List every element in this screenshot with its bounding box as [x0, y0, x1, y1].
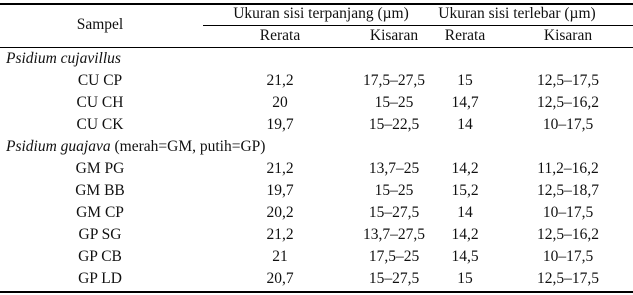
cell-sample: GP LD [78, 270, 122, 287]
cell-long-range: 13,7–25 [368, 160, 420, 177]
cell-long-mean: 21,2 [266, 72, 294, 89]
cell-long-mean: 19,7 [266, 182, 294, 199]
cell-sample: CU CP [77, 72, 123, 89]
cell-long-mean: 20,7 [266, 270, 294, 287]
cell-sample: GM CP [76, 204, 124, 221]
cell-long-range: 13,7–27,5 [363, 226, 425, 243]
cell-wide-range: 11,2–16,2 [537, 160, 599, 177]
cell-long-mean: 20 [272, 94, 288, 111]
cell-long-mean: 21 [272, 248, 288, 265]
cell-sample: CU CH [76, 94, 124, 111]
cell-wide-range: 10–17,5 [542, 116, 594, 133]
cell-wide-mean: 14,5 [451, 248, 479, 265]
cell-long-mean: 21,2 [266, 160, 294, 177]
cell-wide-range: 10–17,5 [542, 204, 594, 221]
cell-sample: GM PG [75, 160, 125, 177]
cell-wide-range: 12,5–16,2 [537, 226, 599, 243]
bottom-rule [0, 291, 633, 293]
header-mean-longest: Rerata [259, 27, 301, 44]
header-widest-side: Ukuran sisi terlebar (µm) [438, 5, 596, 22]
cell-wide-mean: 14,7 [451, 94, 479, 111]
cell-long-range: 17,5–25 [368, 248, 420, 265]
cell-long-range: 15–25 [374, 182, 414, 199]
header-bottom-rule [0, 47, 633, 48]
group-label-cujavillus [6, 49, 121, 69]
header-longest-side: Ukuran sisi terpanjang (µm) [233, 5, 409, 22]
cell-wide-mean: 14 [457, 116, 473, 133]
cell-wide-range: 12,5–16,2 [537, 94, 599, 111]
group-label-guajava [6, 137, 265, 157]
cell-sample: GP CB [78, 248, 122, 265]
cell-wide-range: 10–17,5 [542, 248, 594, 265]
cell-sample: CU CK [76, 116, 124, 133]
species-name: Psidium cujavillus [6, 50, 121, 67]
cell-long-mean: 21,2 [266, 226, 294, 243]
header-sample: Sampel [76, 16, 124, 33]
cell-sample: GP SG [78, 226, 122, 243]
cell-long-range: 15–25 [374, 94, 414, 111]
cell-long-range: 15–22,5 [368, 116, 420, 133]
cell-long-range: 15–27,5 [368, 204, 420, 221]
header-range-longest: Kisaran [369, 27, 419, 44]
species-note: (merah=GM, putih=GP) [110, 138, 266, 155]
cell-wide-mean: 14,2 [451, 226, 479, 243]
header-mean-widest: Rerata [444, 27, 486, 44]
cell-wide-mean: 15 [457, 270, 473, 287]
cell-long-range: 17,5–27,5 [363, 72, 425, 89]
cell-sample: GM BB [75, 182, 125, 199]
cell-wide-range: 12,5–18,7 [537, 182, 599, 199]
cell-wide-range: 12,5–17,5 [537, 270, 599, 287]
cell-wide-mean: 14 [457, 204, 473, 221]
cell-long-mean: 20,2 [266, 204, 294, 221]
cell-wide-mean: 14,2 [451, 160, 479, 177]
cell-wide-range: 12,5–17,5 [537, 72, 599, 89]
header-range-widest: Kisaran [543, 27, 593, 44]
species-name: Psidium guajava [6, 138, 111, 155]
cell-wide-mean: 15 [457, 72, 473, 89]
cell-wide-mean: 15,2 [451, 182, 479, 199]
cell-long-range: 15–27,5 [368, 270, 420, 287]
cell-long-mean: 19,7 [266, 116, 294, 133]
